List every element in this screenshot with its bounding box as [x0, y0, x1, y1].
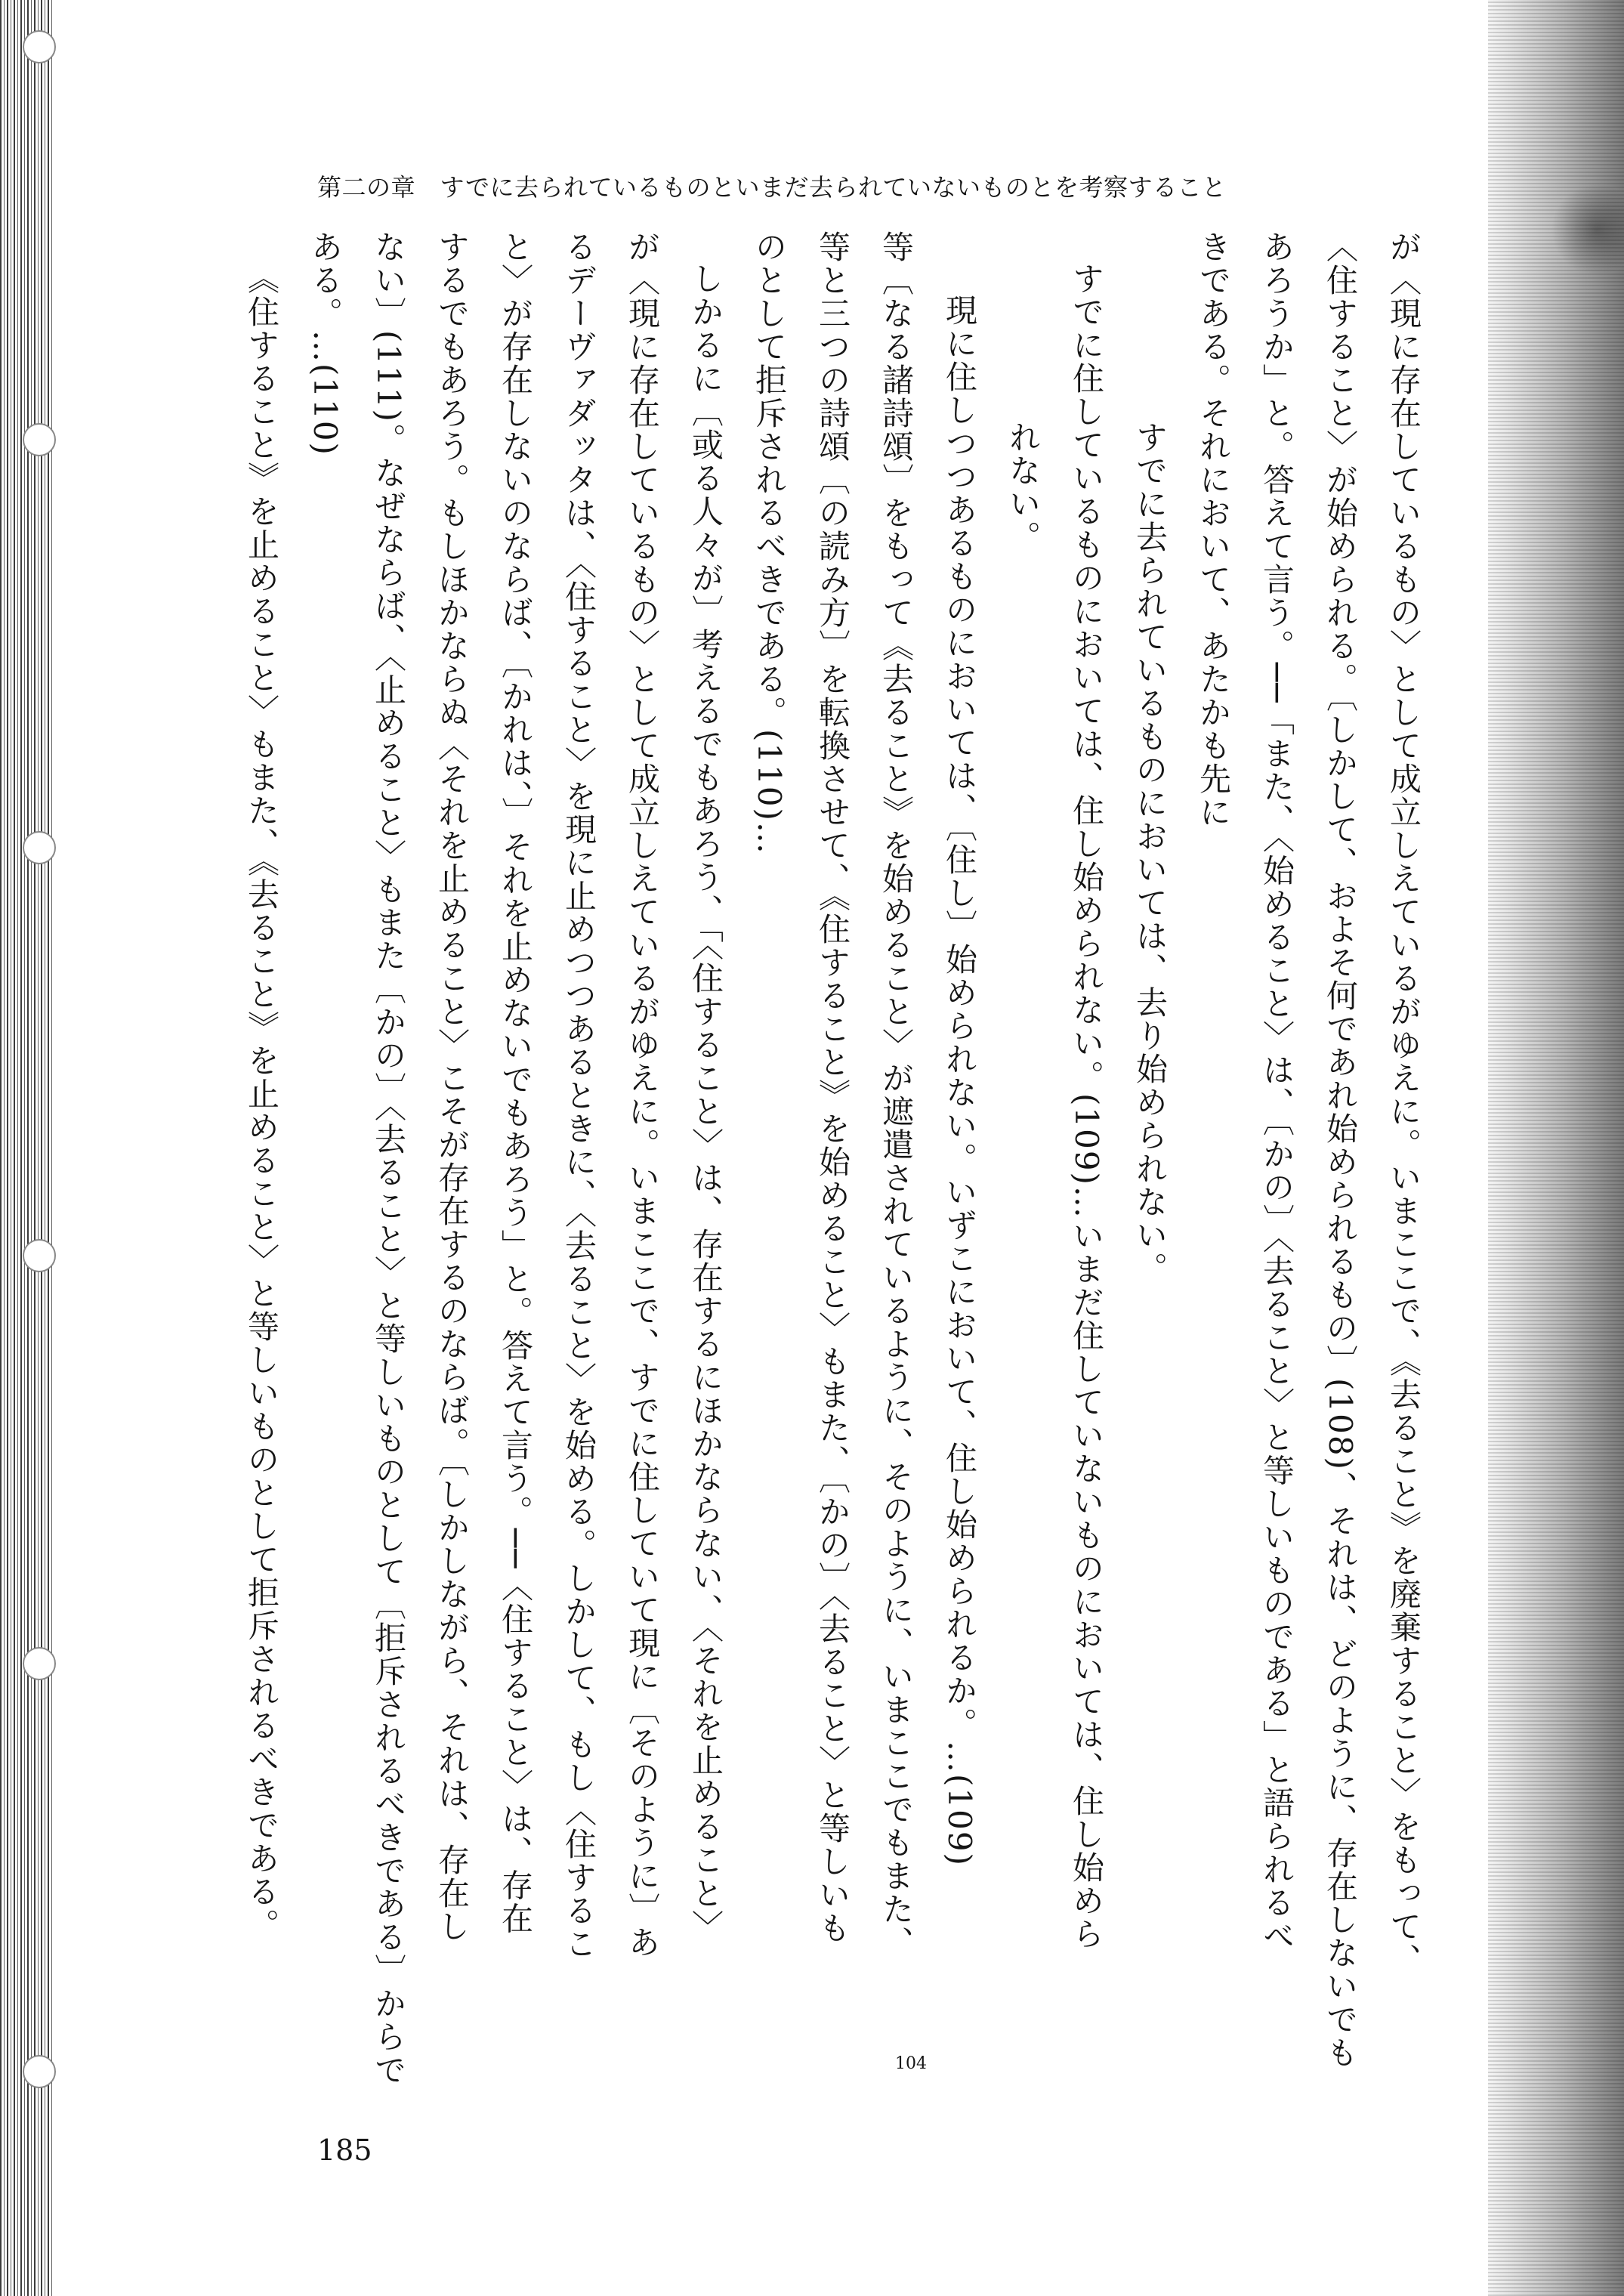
text-line: ある。…(110) — [307, 230, 344, 456]
text-line: 《住すること》を止めること〉もまた、《去ること》を止めること〉と等しいものとして拒斥されるべきである。 — [243, 262, 280, 1942]
verse-line: 現に住しつつあるものにおいては、〔住し〕始められない。いずこにおいて、住し始められるか。…(109) — [941, 294, 978, 1867]
verse-line: すでに去られているものにおいては、去り始められない。 — [1132, 421, 1169, 1285]
text-line: きである。それにおいて、あたかも先に — [1195, 230, 1232, 829]
text-line: ない〕(111)。なぜならば、〈止めること〉もまた〔かの〕〈去ること〉と等しいものとして〔拒斥されるべきである〕からで — [370, 230, 407, 2087]
text-line: 等と三つの詩頌〔の読み方〕を転換させて、《住すること》を始めること〉もまた、〔かの〕〈去ること〉と等しいも — [814, 230, 851, 1945]
binding-hole — [23, 831, 56, 864]
text-line: と〉が存在しないのならば、〔かれは、〕それを止めないでもあろう」と。答えて言う。──〈住すること〉は、存在 — [497, 230, 534, 1936]
text-line: 等〔なる諸詩頌〕をもって《去ること》を始めること〉が遮遣されているように、そのように、いまここでもまた、 — [878, 230, 915, 1959]
verse-line: すでに住しているものにおいては、住し始められない。(109)…いまだ住していないものにおいては、住し始めら — [1068, 262, 1105, 1951]
verse-line: れない。 — [1005, 421, 1042, 554]
binding-hole — [23, 30, 56, 63]
text-line: るデーヴァダッタは、〈住すること〉を現に止めつつあるときに、〈去ること〉を始める。しかして、もし〈住するこ — [560, 230, 597, 1961]
text-line: のとして拒斥されるべきである。(110)… — [751, 230, 788, 855]
text-line: しかるに〔或る人々が〕考えるでもあろう、「〈住すること〉は、存在するにほかならない、〈それを止めること〉 — [687, 262, 724, 1943]
binding-hole — [23, 1239, 56, 1272]
page-number: 185 — [317, 2134, 372, 2167]
binding-edge — [0, 0, 53, 2296]
binding-hole — [23, 1647, 56, 1680]
body-text — [230, 230, 1435, 2134]
text-line: するでもあろう。もしほかならぬ〈それを止めること〉こそが存在するのならば。〔しかしながら、それは、存在し — [434, 230, 471, 1943]
text-line: あろうか」と。答えて言う。──「また、〈始めること〉は、〔かの〕〈去ること〉と等しいものである」と語られるべ — [1258, 230, 1295, 1953]
binding-hole — [23, 423, 56, 456]
text-line: 〈住すること〉が始められる。〔しかして、およそ何であれ始められるもの〕(108)、それは、どのように、存在しないでも — [1322, 230, 1359, 2069]
running-head: 第二の章 すでに去られているものといまだ去られていないものとを考察すること — [317, 173, 1227, 202]
text-line: が〈現に存在しているもの〉として成立しえているがゆえに。いまここで、《去ること》を廃棄すること〉をもって、 — [1385, 230, 1422, 1976]
text-line: が〈現に存在しているもの〉として成立しえているがゆえに。いまここで、すでに住していて現に〔そのように〕あ — [624, 230, 661, 1959]
binding-hole — [23, 2055, 56, 2088]
scan-shadow-edge — [1488, 0, 1624, 2296]
marginal-number: 104 — [895, 2054, 927, 2073]
